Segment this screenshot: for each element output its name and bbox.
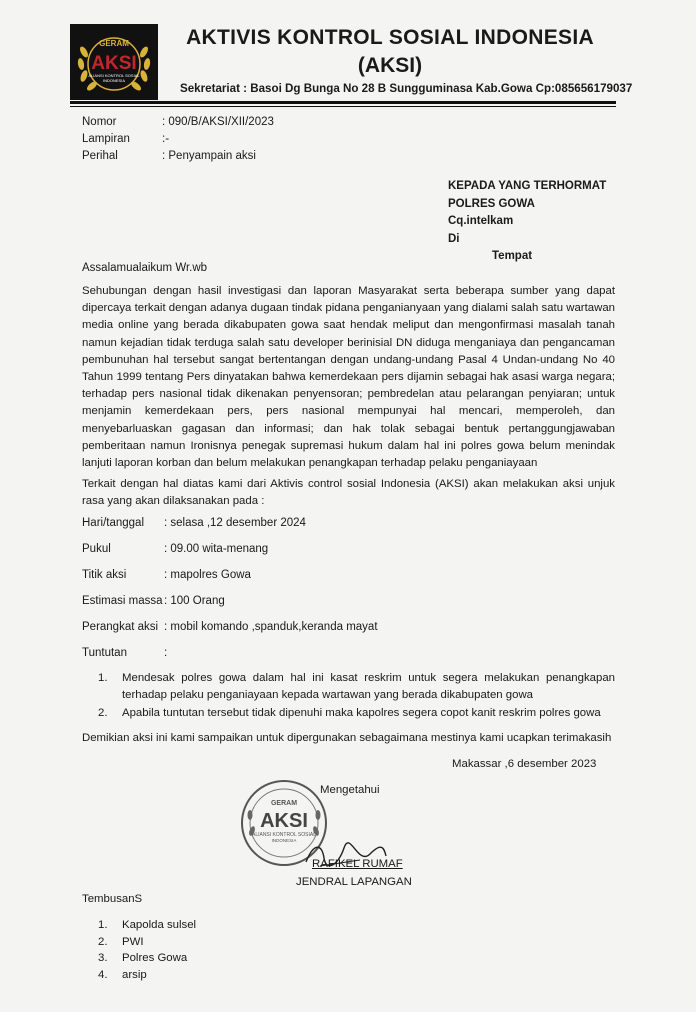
logo-sub-text-2: INDONESIA bbox=[102, 78, 126, 83]
meta-value: :- bbox=[162, 133, 170, 145]
organization-address: Sekretariat : Basoi Dg Bunga No 28 B Sungguminasa Kab.Gowa Cp:085656179037 bbox=[180, 82, 633, 95]
detail-value: : 09.00 wita-menang bbox=[164, 543, 269, 555]
list-item bbox=[98, 967, 196, 984]
meta-label: Lampiran bbox=[82, 133, 130, 145]
meta-label: Perihal bbox=[82, 150, 118, 162]
organization-abbreviation: (AKSI) bbox=[357, 54, 423, 77]
place-and-date: Makassar ,6 desember 2023 bbox=[452, 758, 597, 770]
list-text: Polres Gowa bbox=[122, 952, 188, 964]
list-number: 3. bbox=[98, 952, 108, 964]
list-text: arsip bbox=[122, 968, 147, 981]
detail-row bbox=[82, 543, 268, 555]
detail-row bbox=[82, 621, 378, 633]
list-text: Apabila tuntutan tersebut tidak dipenuhi maka kapolres segera copot kanit reskrim polres gowa bbox=[122, 707, 601, 720]
detail-value: : selasa ,12 desember 2024 bbox=[164, 517, 306, 529]
list-number: 2. bbox=[98, 707, 108, 720]
list-item bbox=[98, 934, 196, 951]
meta-value: : 090/B/AKSI/XII/2023 bbox=[162, 116, 274, 128]
list-item bbox=[98, 670, 615, 704]
detail-label: Perangkat aksi bbox=[82, 621, 159, 633]
list-number: 1. bbox=[98, 919, 108, 931]
detail-label: Pukul bbox=[82, 543, 111, 555]
detail-value: : mapolres Gowa bbox=[164, 569, 251, 581]
signer-title: JENDRAL LAPANGAN bbox=[296, 876, 412, 888]
detail-value: : bbox=[164, 647, 168, 659]
cc-list bbox=[98, 917, 196, 983]
header-divider-thin bbox=[70, 106, 616, 107]
meta-row bbox=[82, 131, 274, 148]
logo-top-text: GERAM bbox=[99, 39, 129, 48]
list-item bbox=[98, 950, 196, 967]
cc-title: TembusanS bbox=[82, 893, 143, 905]
meta-value: : Penyampain aksi bbox=[162, 150, 256, 162]
list-text: Mendesak polres gowa dalam hal ini kasat reskrim untuk segera melakukan penangkapan terhadap pelaku penganiayaan kepada wartawan yang berada dikabupaten gowa bbox=[122, 672, 615, 702]
letter-meta bbox=[82, 114, 274, 165]
list-item bbox=[98, 705, 615, 722]
stamp-top-text: GERAM bbox=[270, 800, 298, 807]
list-number: 1. bbox=[98, 672, 108, 684]
recipient-line: Tempat bbox=[492, 250, 533, 262]
recipient-line: POLRES GOWA bbox=[448, 197, 535, 210]
acknowledged-label: Mengetahui bbox=[320, 784, 380, 796]
signer-name: RAFIKEL RUMAF bbox=[312, 858, 403, 870]
closing-statement: Demikian aksi ini kami sampaikan untuk dipergunakan sebagaimana mestinya kami ucapkan terimakasih bbox=[82, 732, 612, 744]
stamp-sub-text-2: INDONESIA bbox=[271, 838, 297, 843]
organization-logo bbox=[70, 24, 158, 100]
list-text: PWI bbox=[122, 935, 144, 948]
list-text: Kapolda sulsel bbox=[122, 919, 197, 931]
detail-label: Hari/tanggal bbox=[82, 517, 145, 529]
list-number: 2. bbox=[98, 935, 108, 948]
meta-row bbox=[82, 148, 274, 165]
recipient-block bbox=[448, 178, 606, 266]
recipient-line: Cq.intelkam bbox=[448, 215, 514, 227]
meta-row bbox=[82, 114, 274, 131]
header-divider bbox=[70, 101, 616, 104]
body-paragraph: Sehubungan dengan hasil investigasi dan laporan Masyarakat serta beberapa sumber yang dapat dipercaya terkait dengan adanya dugaan tindak pidana penganianyaan yang dialami salah satu wartawan media online yang berada dikabupaten gowa saat hendak meliput dan mengonfirmasi masalah tanah namun kejadian tidak terduga salah satu developer berinisial DN diduga menganiaya dan pengancaman pembunuhan hal tersebut sangat bertentangan dengan undang-undang Pasal 4 Undan-undang No 40 Tahun 1999 tentang Pers dinyatakan bahwa kemerdekaan pers dijamin sebagai hak asasi warga negara; terhadap pers nasional tidak dikenakan penyensoran; pembredelan atau pelarangan penyiaran; untuk menjamin kemerdekaan pers, pers nasional mempunyai hal mencari, memperoleh, dan menyebarluaskan gagasan dan informasi; dan hak tolak sebagai bentuk pertanggungjawaban pemberitaan namun Ironisnya penegak supremasi hukum dalam hal ini polres gowa belum menindak lanjuti laporan korban dan belum melakukan penangkapan terhadap pelaku penganiayaan bbox=[82, 285, 615, 470]
logo-main-text: AKSI bbox=[91, 53, 137, 74]
detail-label: Estimasi massa bbox=[82, 595, 163, 607]
detail-row bbox=[82, 569, 251, 581]
recipient-line: Di bbox=[448, 232, 460, 245]
detail-label: Titik aksi bbox=[82, 569, 127, 581]
detail-row bbox=[82, 595, 225, 607]
list-item bbox=[98, 917, 196, 934]
detail-row bbox=[82, 517, 306, 529]
body-paragraph: Terkait dengan hal diatas kami dari Aktivis control sosial Indonesia (AKSI) akan melakukan aksi unjuk rasa yang akan dilaksanakan pada : bbox=[82, 478, 615, 508]
detail-row bbox=[82, 647, 167, 659]
meta-label: Nomor bbox=[82, 116, 117, 128]
greeting: Assalamualaikum Wr.wb bbox=[82, 262, 208, 274]
detail-label: Tuntutan bbox=[82, 647, 127, 659]
recipient-line: KEPADA YANG TERHORMAT bbox=[448, 180, 607, 192]
demands-list bbox=[98, 670, 615, 724]
logo-sub-text: ALIANSI KONTROL SOSIAL bbox=[88, 73, 140, 78]
stamp-main-text: AKSI bbox=[260, 810, 308, 832]
stamp-sub-text: ALIANSI KONTROL SOSIAL bbox=[251, 832, 317, 838]
detail-value: : 100 Orang bbox=[164, 595, 225, 607]
list-number: 4. bbox=[98, 968, 108, 981]
organization-name: AKTIVIS KONTROL SOSIAL INDONESIA bbox=[186, 26, 594, 49]
detail-value: : mobil komando ,spanduk,keranda mayat bbox=[164, 621, 378, 633]
